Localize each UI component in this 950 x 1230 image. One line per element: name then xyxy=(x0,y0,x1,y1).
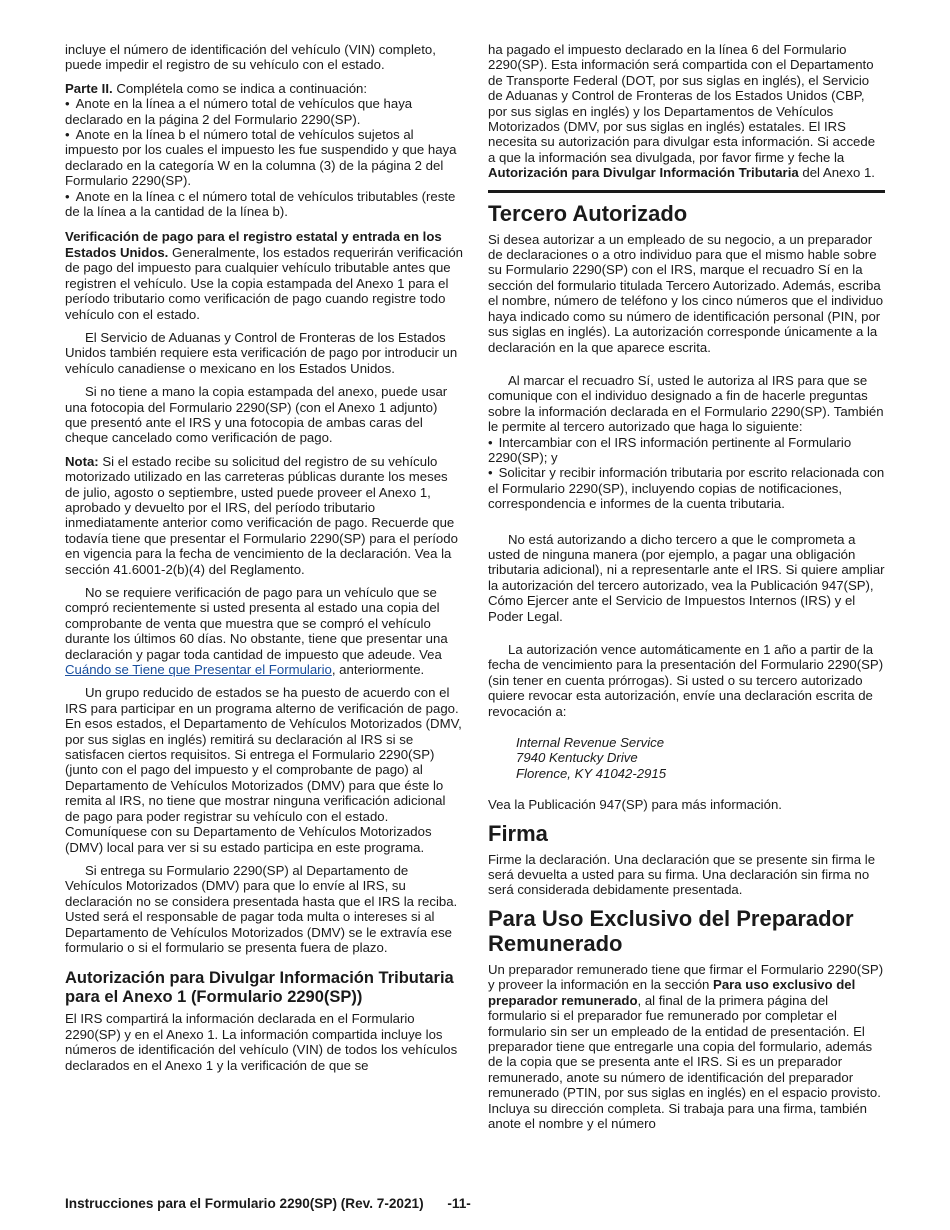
page-number: -11- xyxy=(447,1196,471,1211)
verificacion-paragraph: Verificación de pago para el registro estatal y entrada en los Estados Unidos. Generalmente, los estados requerirán verificación de pago del impuesto para cualquier vehículo tributable antes que registren el vehículo. Use la copia estampada del Anexo 1 para el período tributario como verificación de pago cuando registre todo vehículo con el estado. xyxy=(65,229,464,322)
bullet-line-a: • Anote en la línea a el número total de vehículos que haya declarado en la página 2 del Formulario 2290(SP). xyxy=(65,96,463,127)
irs-address xyxy=(516,735,885,781)
bullet-line-b: • Anote en la línea b el número total de vehículos sujetos al impuesto por los cuales el impuesto les fue suspendido y que haya declarado en la categoría W en la columna (3) de la página 2 del Formulario 2290(SP). xyxy=(65,127,463,189)
address-line: 7940 Kentucky Drive xyxy=(516,750,638,766)
paragraph-tercero-4: La autorización vence automáticamente en 1 año a partir de la fecha de vencimiento para la presentación del Formulario 2290(SP) (sin tener en cuenta prórrogas). Si usted o su tercero autorizado quiere revocar esta autorización, envíe una declaración escrita de revocación a: xyxy=(488,642,884,719)
paragraph-continuacion: ha pagado el impuesto declarado en la línea 6 del Formulario 2290(SP). Esta información será compartida con el Departamento de Transporte Federal (DOT, por sus siglas en inglés), el Servicio de Aduanas y Control de Fronteras de los Estados Unidos (CBP, por sus siglas en inglés) y los Departamentos de Vehículos Motorizados (DMV, por sus siglas en inglés) estatales. El IRS necesita su autorización para divulgar esta información. Si accede a que la información sea divulgada, por favor firme y feche la Autorización para Divulgar Información Tributaria del Anexo 1. xyxy=(488,42,876,181)
page-footer xyxy=(65,1196,471,1211)
paragraph-copia: Si no tiene a mano la copia estampada del anexo, puede usar una fotocopia del Formulario 2290(SP) (con el Anexo 1 adjunto) que presentó ante el IRS y una fotocopia de ambas caras del cheque cancelado como verificación de pago. xyxy=(65,384,448,446)
paragraph-grupo: Un grupo reducido de estados se ha puesto de acuerdo con el IRS para participar en un programa alterno de verificación de pago. En esos estados, el Departamento de Vehículos Motorizados (DMV, por sus siglas en inglés) remitirá su declaración al IRS si se satisfacen ciertos requisitos. Si entrega el Formulario 2290(SP) (junto con el pago del impuesto y el comprobante de pago) al Departamento de Vehículos Motorizados (DMV) para que éste lo remita al IRS, no tiene que mostrar ninguna verificación adicional de pago para poder registrar su vehículo con el estado. Comuníquese con su Departamento de Vehículos Motorizados (DMV) local para ver si su estado participa en este programa. xyxy=(65,685,462,855)
firma-heading: Firma xyxy=(488,820,548,846)
paragraph-firma: Firme la declaración. Una declaración que se presente sin firma le será devuelta a usted para su firma. Una declaración sin firma no será considerada debidamente presentada. xyxy=(488,851,876,898)
paragraph-tercero-1: Si desea autorizar a un empleado de su negocio, a un preparador de declaraciones o a otro individuo para que el mismo hable sobre su Formulario 2290(SP) con el IRS, marque el recuadro Sí en la sección del formulario titulada Tercero Autorizado. Además, escriba el nombre, número de teléfono y los cinco números que el individuo haya indicado como su número de identificación personal (PIN, por sus siglas en inglés). La autorización corresponde únicamente a la declaración en la que aparece escrita. xyxy=(488,231,884,355)
cuando-presentar-link[interactable]: Cuándo se Tiene que Presentar el Formulario xyxy=(65,662,332,678)
left-column xyxy=(65,42,463,1081)
paragraph-preparador: Un preparador remunerado tiene que firmar el Formulario 2290(SP) y proveer la información en la sección Para uso exclusivo del preparador remunerado, al final de la primera página del formulario si el preparador fue remunerado por completar el formulario sin ser un empleado de la entidad de presentación. El preparador tiene que entregarle una copia del formulario, además de la copia que se presenta ante el IRS. Si es un preparador remunerado, anote su número de identificación del preparador remunerado (PTIN, por sus siglas en inglés) en el espacio provisto. Incluya su dirección completa. Si trabaja para una firma, también anote el nombre y el número xyxy=(488,961,884,1131)
preparador-heading: Para Uso Exclusivo del Preparador Remunerado xyxy=(488,905,854,956)
paragraph-tercero-3: No está autorizando a dicho tercero a que le comprometa a usted de ninguna manera (por ejemplo, a pagar una obligación tributaria adicional), ni a representarle ante el IRS. Si quiere ampliar la autorización del tercero autorizado, vea la Publicación 947(SP), Cómo Ejercer ante el Servicio de Impuestos Internos (IRS) y el Poder Legal. xyxy=(488,531,885,624)
bullet-solicitar: • Solicitar y recibir información tributaria por escrito relacionada con el Formulario 2290(SP), incluyendo copias de notificaciones, correspondencia e informes de la cuenta tributaria. xyxy=(488,465,885,511)
bullet-intercambiar: • Intercambiar con el IRS información pertinente al Formulario 2290(SP); y xyxy=(488,435,885,466)
nota-paragraph: Nota: Si el estado recibe su solicitud del registro de su vehículo motorizado utilizado en las carreteras públicas durante los meses de julio, agosto o septiembre, usted puede proveer el Anexo 1, aprobado y devuelto por el IRS, del período tributario inmediatamente anterior como verificación de pago. Recuerde que todavía tiene que presentar el Formulario 2290(SP) para el período en vigencia para la fecha de vencimiento de la declaración. Vea la sección 41.6001-2(b)(4) del Reglamento. xyxy=(65,453,458,577)
paragraph-vin: incluye el número de identificación del vehículo (VIN) completo, puede impedir el registro de su vehículo con el estado. xyxy=(65,42,436,73)
paragraph-nuevo: No se requiere verificación de pago para un vehículo que se compró recientemente si usted presenta al estado una copia del comprobante de venta que muestra que se compró el vehículo durante los últimos 60 días. No obstante, tiene que presentar una declaración y pagar toda cantidad de impuesto que adeude. Vea Cuándo se Tiene que Presentar el Formulario, anteriormente. xyxy=(65,585,448,678)
right-column xyxy=(488,42,885,1139)
tercero-heading: Tercero Autorizado xyxy=(488,200,688,226)
paragraph-vea: Vea la Publicación 947(SP) para más información. xyxy=(488,797,782,813)
paragraph-entrega: Si entrega su Formulario 2290(SP) al Departamento de Vehículos Motorizados (DMV) para que lo envíe al IRS, su declaración no se considera presentada hasta que el IRS la reciba. Usted será el responsable de pagar toda multa o intereses si al Departamento de Vehículos Motorizados (DMV) se le extravía ese formulario o si el formulario se presenta fuera de plazo. xyxy=(65,862,458,955)
section-divider xyxy=(488,190,885,193)
address-line: Internal Revenue Service xyxy=(516,735,665,751)
footer-title: Instrucciones para el Formulario 2290(SP) (Rev. 7-2021) xyxy=(65,1196,424,1211)
address-line: Florence, KY 41042-2915 xyxy=(516,765,667,781)
paragraph-autorizacion: El IRS compartirá la información declarada en el Formulario 2290(SP) y en el Anexo 1. La información compartida incluye los números de identificación del vehículo (VIN) de todos los vehículos declarados en el Anexo 1 y la verificación de que se xyxy=(65,1011,458,1073)
verificacion-heading: Verificación de pago para el registro estatal y entrada en los Estados Unidos. xyxy=(65,229,442,260)
parte-ii-intro: Parte II. Complétela como se indica a continuación: xyxy=(65,80,368,96)
paragraph-aduanas: El Servicio de Aduanas y Control de Fronteras de los Estados Unidos también requiere esta verificación de pago por introducir un vehículo canadiense o mexicano en los Estados Unidos. xyxy=(65,329,458,376)
paragraph-tercero-2: Al marcar el recuadro Sí, usted le autoriza al IRS para que se comunique con el individuo designado a fin de hacerle preguntas sobre la información declarada en el Formulario 2290(SP). También le permite al tercero autorizado que haga lo siguiente: xyxy=(488,372,884,435)
parte-ii-label: Parte II. xyxy=(65,80,113,96)
bullet-line-c: • Anote en la línea c el número total de vehículos tributables (reste de la línea a la cantidad de la línea b). xyxy=(65,189,463,220)
nota-label: Nota: xyxy=(65,453,99,469)
autorizacion-heading: Autorización para Divulgar Información Tributaria para el Anexo 1 (Formulario 2290(SP)) xyxy=(65,969,454,1007)
